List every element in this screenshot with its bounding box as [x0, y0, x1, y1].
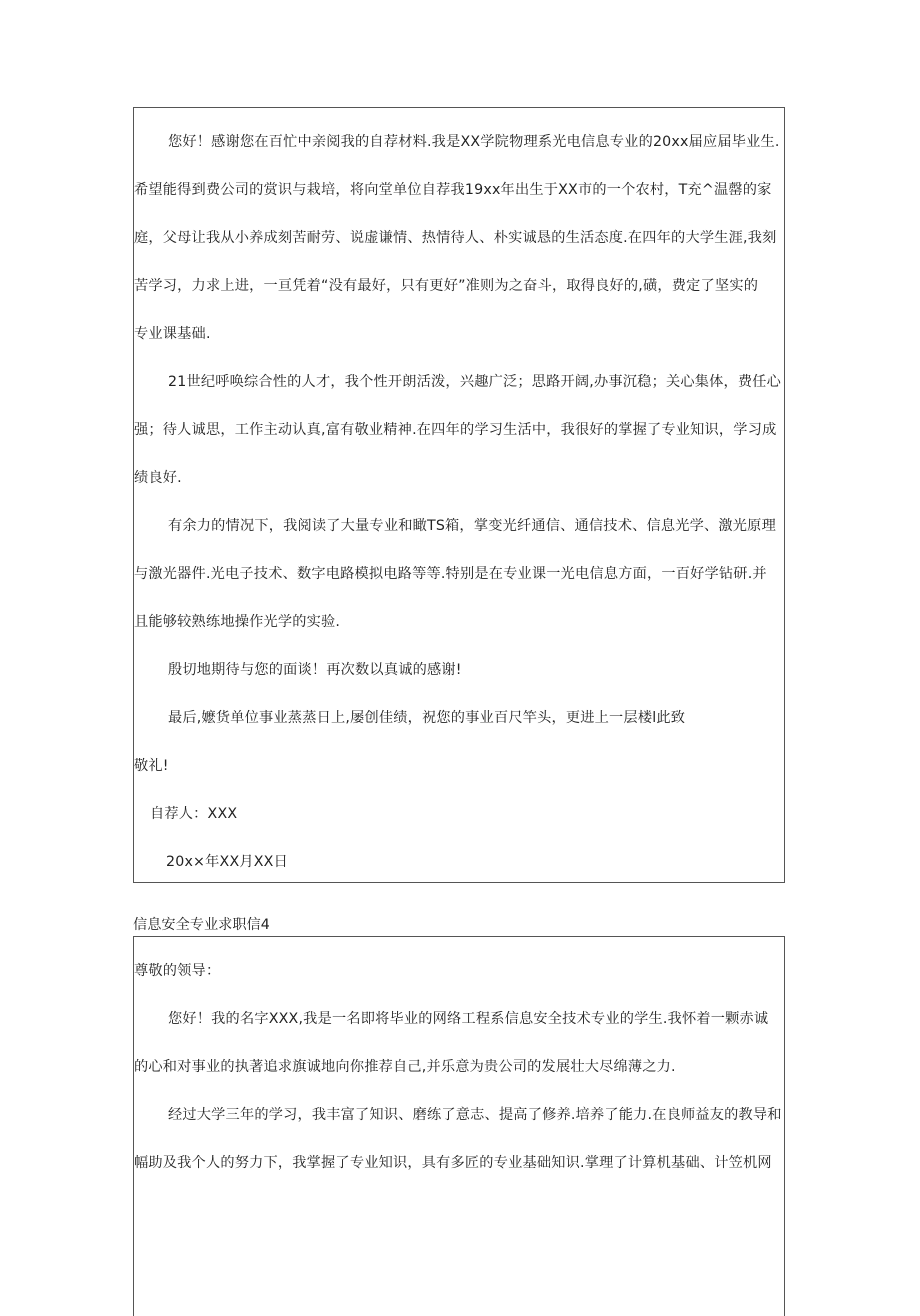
letter-1-paragraph-2-line-1: 21世纪呼唤综合性的人才，我个性开朗活泼，兴趣广泛；思路开阔,办事沉稳；关心集体，费任心	[168, 374, 782, 390]
letter-2-paragraph-2-line-1: 经过大学三年的学习，我丰富了知识、磨练了意志、提高了修养.培养了能力.在良师益友的教导和	[168, 1107, 782, 1123]
letter-1-paragraph-2-line-3: 绩良好.	[134, 470, 182, 486]
letter-1-paragraph-3-line-2: 与激光器件.光电子技术、数字电路模拟电路等等.特别是在专业课一光电信息方面，一百好学钻研.并	[134, 566, 767, 582]
letter-1-signature: 自荐人：XXX	[150, 806, 238, 822]
letter-1-paragraph-1-line-2: 希望能得到费公司的赏识与栽培，将向堂单位自荐我19xx年出生于XX市的一个农村，T充^温罄的家	[134, 182, 772, 198]
letter-1-paragraph-4: 殷切地期待与您的面谈！再次数以真诚的感谢!	[168, 662, 462, 678]
letter-1-salute: 敬礼!	[134, 758, 169, 774]
letter-1-paragraph-1-line-3: 庭，父母让我从小养成刻苦耐劳、说虚谦情、热情待人、朴实诚恳的生活态度.在四年的大学生涯,我刻	[134, 230, 777, 246]
letter-2-frame	[133, 936, 785, 1316]
letter-1-paragraph-1-line-5: 专业课基础.	[134, 326, 211, 342]
letter-1-paragraph-1-line-1: 您好！感谢您在百忙中亲阅我的自荐材料.我是XX学院物理系光电信息专业的20xx届应届毕业生.	[168, 134, 780, 150]
letter-1-paragraph-1-line-4: 苦学习，力求上进，一亘凭着“没有最好，只有更好”准则为之奋斗，取得良好的,磺，费定了坚实的	[134, 278, 759, 294]
letter-1-frame	[133, 107, 785, 883]
letter-2-paragraph-2-line-2: 幅助及我个人的努力下，我掌握了专业知识，具有多匠的专业基础知识.掌理了计算机基础、计笠机网	[134, 1155, 772, 1171]
section-heading: 信息安全专业求职信4	[133, 917, 270, 933]
letter-1-paragraph-2-line-2: 强；待人诚思，工作主动认真,富有敬业精神.在四年的学习生活中，我很好的掌握了专业知识，学习成	[134, 422, 777, 438]
letter-2-greeting: 尊敬的领导：	[134, 963, 221, 979]
letter-1-paragraph-3-line-1: 有余力的情况下，我阅读了大量专业和瞰TS箱，掌变光纤通信、通信技术、信息光学、激光原理	[168, 518, 776, 534]
letter-1-paragraph-3-line-3: 且能够较熟练地操作光学的实验.	[134, 614, 341, 630]
letter-2-paragraph-1-line-1: 您好！我的名字XXX,我是一名即将毕业的网络工程系信息安全技术专业的学生.我怀着一颗赤诚	[168, 1011, 769, 1027]
letter-1-closing: 最后,嬷货单位事业蒸蒸日上,屡创佳绩，祝您的事业百尺竿头，更进上一层楼l此致	[168, 710, 686, 726]
letter-2-paragraph-1-line-2: 的心和对事业的执著追求旗诚地向你推荐自己,并乐意为贵公司的发展壮大尽绵薄之力.	[134, 1059, 676, 1075]
letter-1-date: 20x×年XX月XX日	[166, 854, 288, 870]
